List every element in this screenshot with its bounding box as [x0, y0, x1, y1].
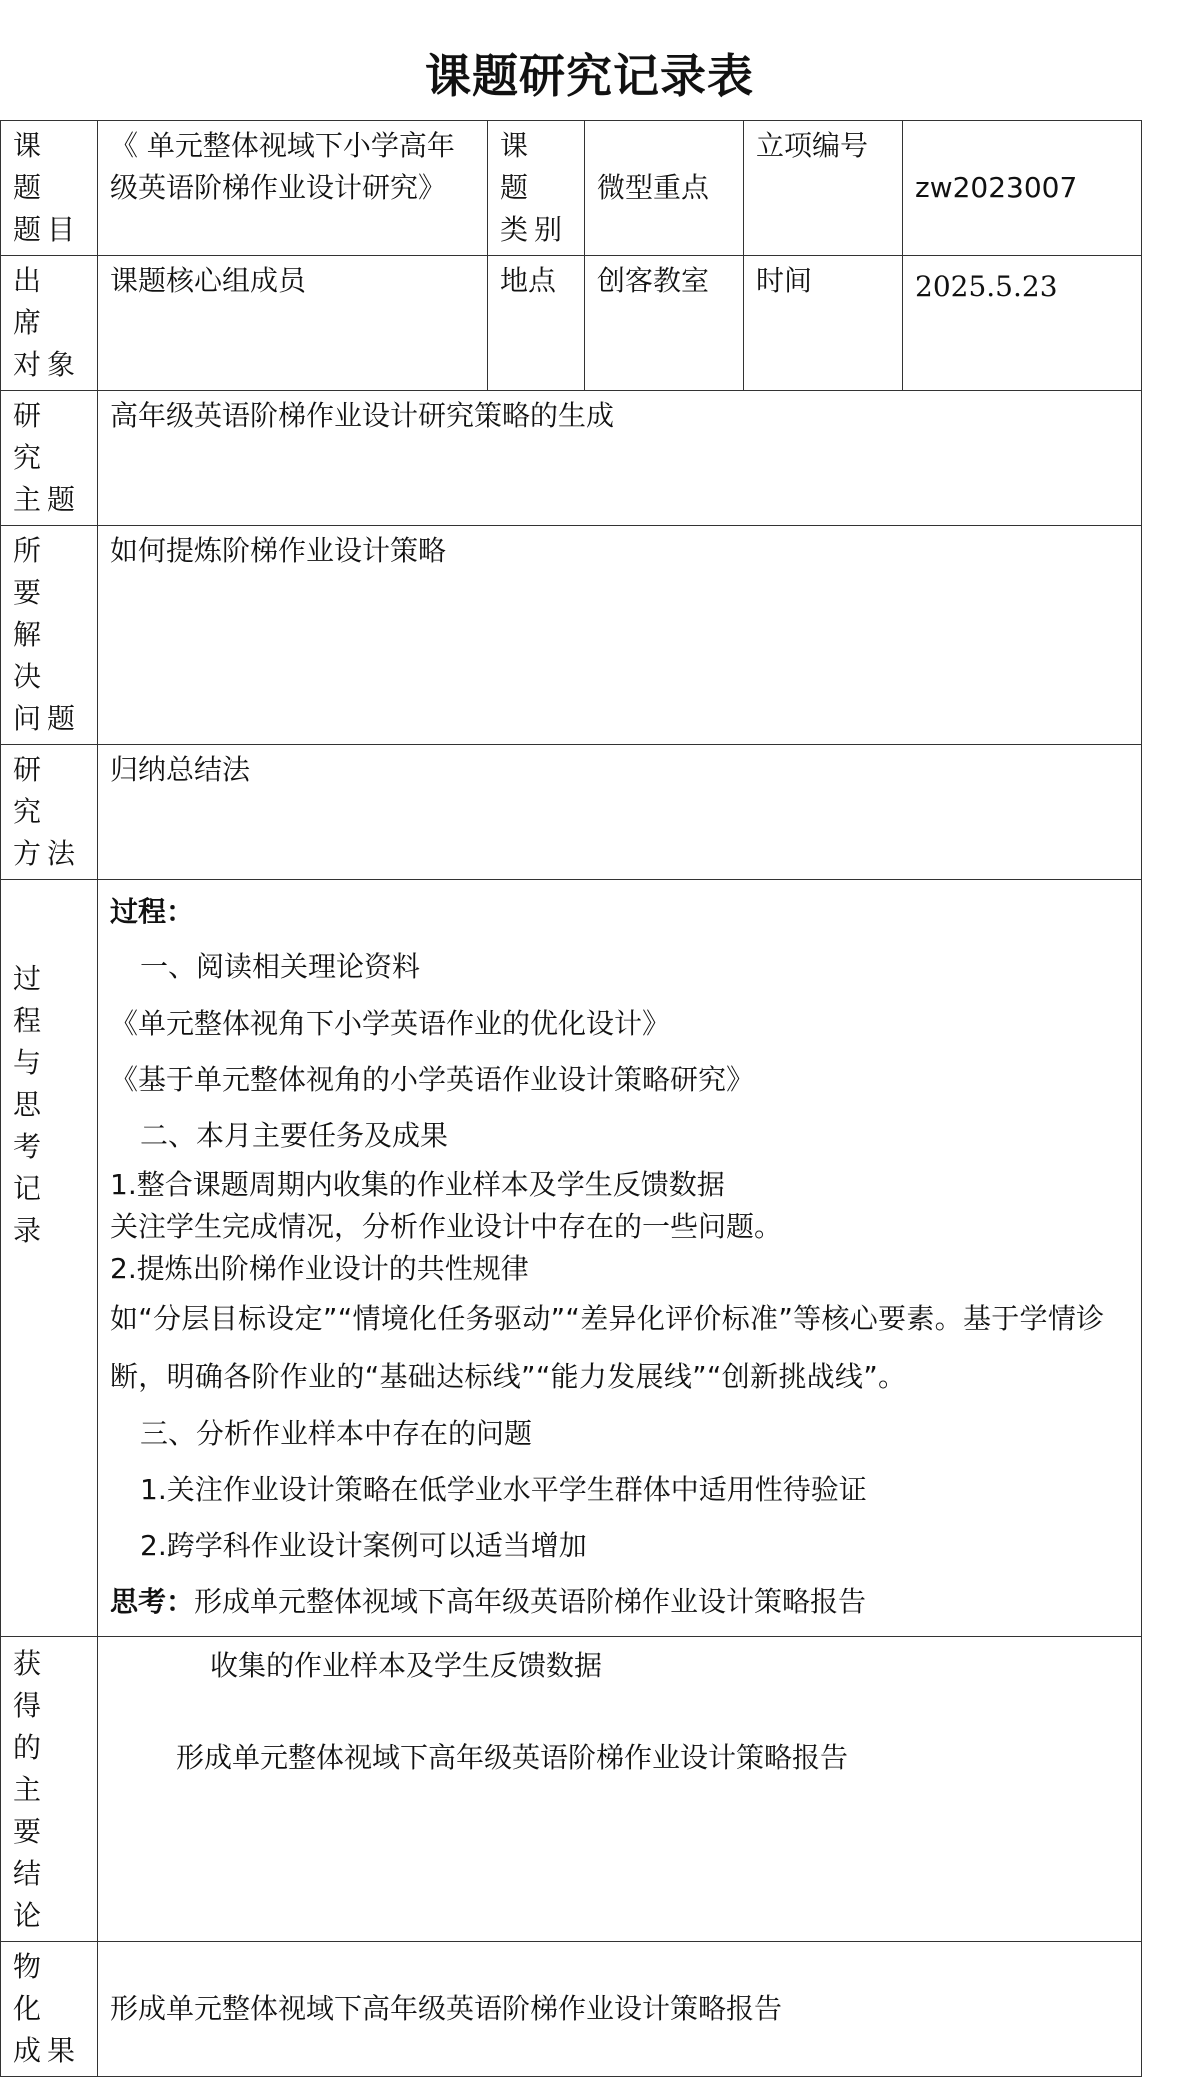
conclusion-line-1: 收集的作业样本及学生反馈数据: [210, 1649, 603, 1682]
row-problem: [1, 526, 1142, 745]
output-value: 形成单元整体视域下高年级英语阶梯作业设计策略报告: [98, 1942, 1142, 2077]
row-conclusion: [1, 1637, 1142, 1942]
process-content: [98, 880, 1142, 1637]
page-title: 课题研究记录表: [425, 49, 754, 103]
label-topic: 课 题 题目: [1, 121, 98, 256]
label-project-code: 立项编号: [744, 121, 903, 256]
reflection-label: 思考：: [110, 1585, 195, 1618]
label-conclusion-char: 获: [13, 1647, 42, 1680]
row-process: [1, 880, 1142, 1637]
label-conclusion-char: 主: [13, 1773, 42, 1806]
section-3-title: 三、分析作业样本中存在的问题: [140, 1417, 533, 1450]
section-1-title: 一、阅读相关理论资料: [140, 950, 421, 983]
section-3-item-2: 2.跨学科作业设计案例可以适当增加: [140, 1529, 587, 1562]
label-time: 时间: [744, 256, 903, 391]
row-theme: [1, 391, 1142, 526]
reflection-line: [110, 1574, 1131, 1630]
problem-value: 如何提炼阶梯作业设计策略: [98, 526, 1142, 745]
section-2-item-1: 1.整合课题周期内收集的作业样本及学生反馈数据: [110, 1168, 725, 1201]
label-conclusion-char: 得: [13, 1689, 42, 1722]
label-conclusion-char: 要: [13, 1815, 42, 1848]
method-value: 归纳总结法: [98, 745, 1142, 880]
book-title-1: 《单元整体视角下小学英语作业的优化设计》: [110, 1007, 671, 1040]
label-conclusion-char: 论: [13, 1899, 42, 1932]
label-process-char: 过: [13, 962, 42, 995]
label-method: 研 究 方法: [1, 745, 98, 880]
label-process-char: 思: [13, 1088, 42, 1121]
location-value: 创客教室: [585, 256, 744, 391]
label-location: 地点: [488, 256, 585, 391]
label-process-char: 程: [13, 1004, 42, 1037]
label-attendees: 出 席 对象: [1, 256, 98, 391]
label-process-char: 录: [13, 1214, 42, 1247]
category-value: 微型重点: [585, 121, 744, 256]
book-title-2: 《基于单元整体视角的小学英语作业设计策略研究》: [110, 1063, 755, 1096]
label-process-char: 与: [13, 1046, 42, 1079]
time-value: 2025.5.23: [903, 256, 1142, 391]
row-topic: [1, 121, 1142, 256]
section-2-item-2: 2.提炼出阶梯作业设计的共性规律: [110, 1252, 529, 1285]
conclusion-content: [98, 1637, 1142, 1942]
process-heading: 过程：: [110, 895, 195, 928]
theme-value: 高年级英语阶梯作业设计研究策略的生成: [98, 391, 1142, 526]
label-conclusion-char: 的: [13, 1731, 42, 1764]
project-code-value: zw2023007: [903, 121, 1142, 256]
row-method: [1, 745, 1142, 880]
label-process-char: 考: [13, 1130, 42, 1163]
section-2-item-2-detail: 如“分层目标设定”“情境化任务驱动”“差异化评价标准”等核心要素。基于学情诊断，明确各阶作业的“基础达标线”“能力发展线”“创新挑战线”。: [110, 1302, 1105, 1393]
section-2-item-1-detail: 关注学生完成情况，分析作业设计中存在的一些问题。: [110, 1210, 783, 1243]
label-conclusion: [1, 1637, 98, 1942]
label-problem: 所 要 解 决 问题: [1, 526, 98, 745]
reflection-value: 形成单元整体视域下高年级英语阶梯作业设计策略报告: [194, 1585, 867, 1618]
section-3-item-1: 1.关注作业设计策略在低学业水平学生群体中适用性待验证: [140, 1473, 867, 1506]
label-conclusion-char: 结: [13, 1857, 42, 1890]
label-category: 课 题 类别: [488, 121, 585, 256]
label-process: [1, 880, 98, 1637]
row-attendance: [1, 256, 1142, 391]
attendees-value: 课题核心组成员: [98, 256, 488, 391]
row-output: [1, 1942, 1142, 2077]
label-theme: 研 究 主题: [1, 391, 98, 526]
section-2-title: 二、本月主要任务及成果: [140, 1119, 449, 1152]
label-output: 物 化 成果: [1, 1942, 98, 2077]
conclusion-line-2: 形成单元整体视域下高年级英语阶梯作业设计策略报告: [176, 1741, 849, 1774]
record-table: [0, 120, 1142, 2077]
topic-value: 《 单元整体视域下小学高年级英语阶梯作业设计研究》: [98, 121, 488, 256]
label-process-char: 记: [13, 1172, 42, 1205]
